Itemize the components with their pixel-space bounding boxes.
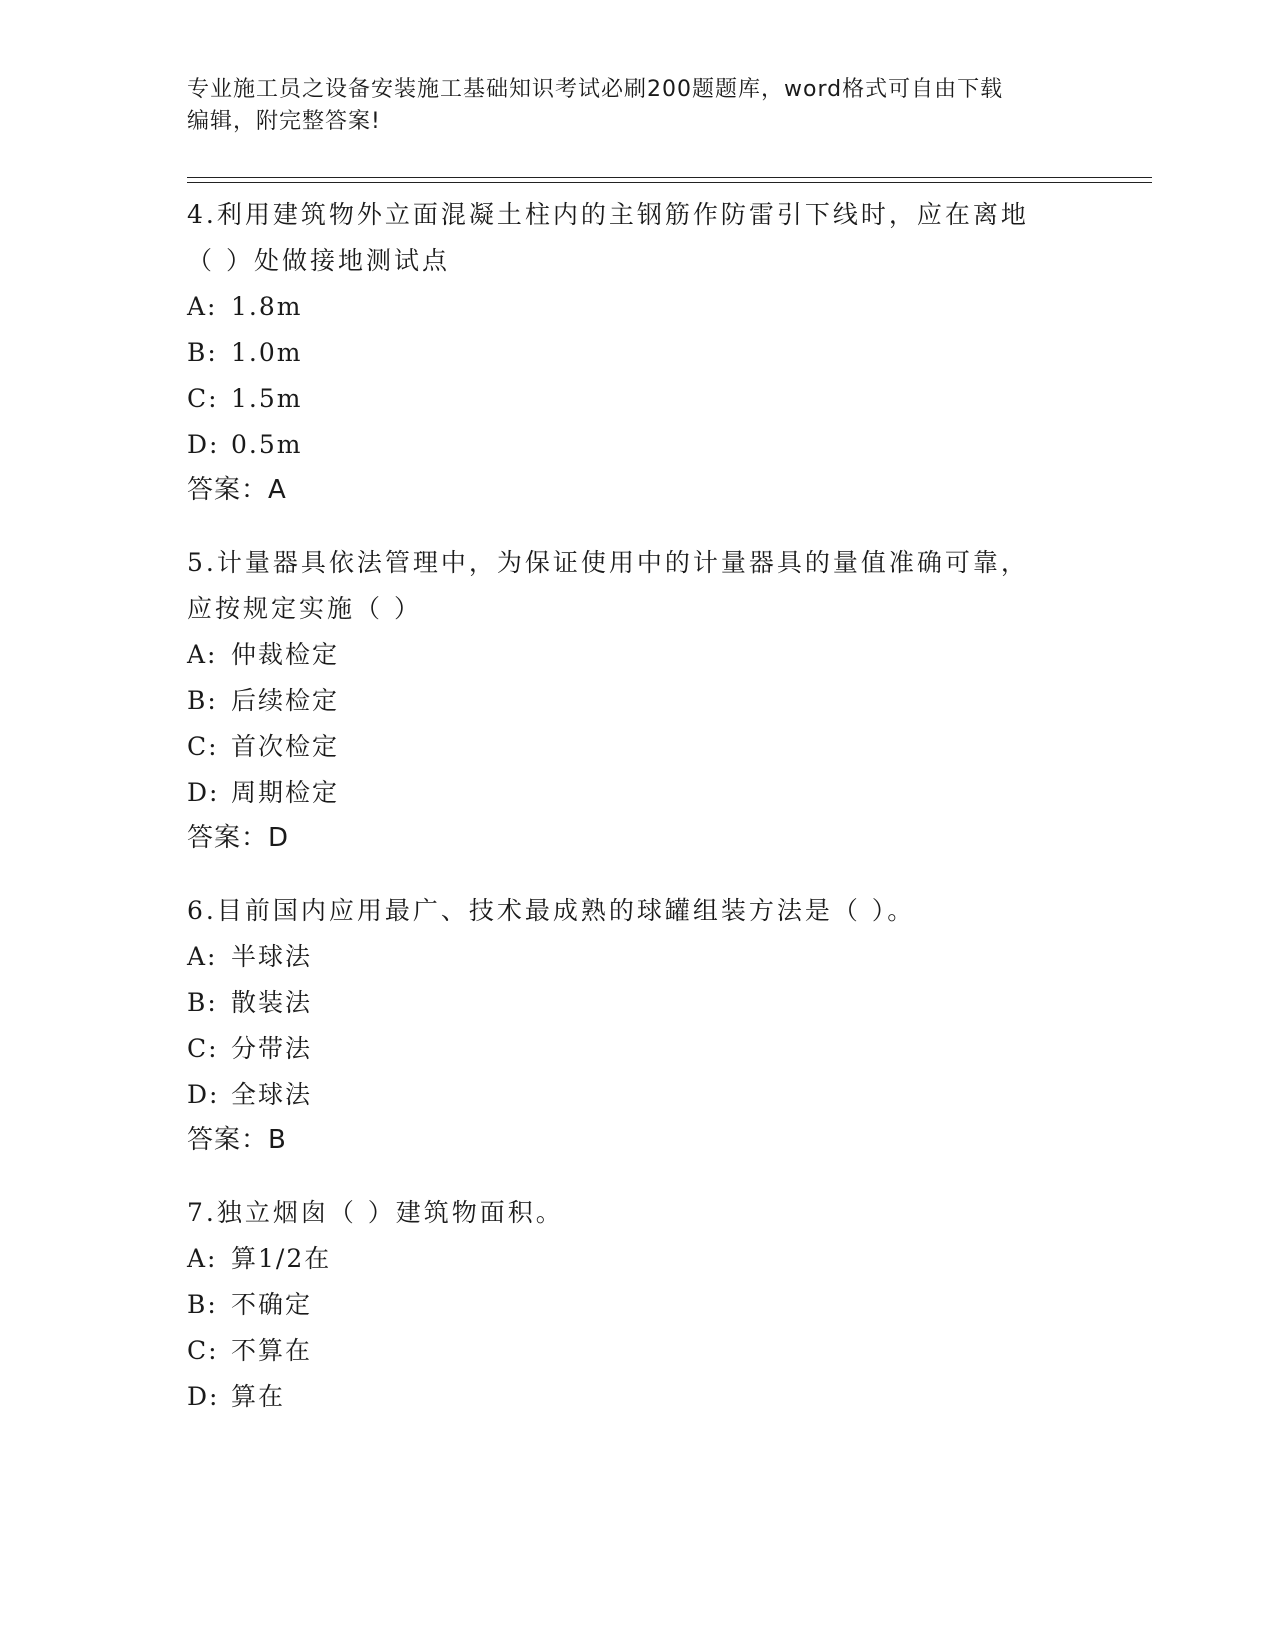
- option-c: [187, 1026, 1087, 1072]
- option-b: [187, 678, 1087, 724]
- question-text-line2: 应按规定实施（ ）: [187, 594, 422, 623]
- question-7: [187, 1190, 1087, 1420]
- answer-line: 答案：B: [187, 1125, 287, 1155]
- question-number: 4.: [187, 200, 217, 229]
- option-letter: D:: [187, 1382, 220, 1411]
- question-number: 5.: [187, 548, 217, 577]
- option-b: [187, 980, 1087, 1026]
- header-title-line1: 专业施工员之设备安装施工基础知识考试必刷200题题库，word格式可自由下载: [187, 77, 1004, 102]
- header-divider-top: [187, 177, 1152, 178]
- question-number: 6.: [187, 896, 217, 925]
- option-letter: B:: [187, 338, 218, 367]
- option-a: [187, 632, 1087, 678]
- question-text-line2: （ ）处做接地测试点: [187, 246, 450, 275]
- question-text-line1: 独立烟囱（ ）建筑物面积。: [216, 1198, 564, 1227]
- option-a: [187, 934, 1087, 980]
- option-letter: D:: [187, 778, 220, 807]
- option-letter: C:: [187, 384, 219, 413]
- option-text: 分带法: [231, 1034, 313, 1063]
- option-a: [187, 1236, 1087, 1282]
- question-number: 7.: [187, 1198, 217, 1227]
- option-letter: D:: [187, 430, 220, 459]
- option-letter: A:: [187, 640, 218, 669]
- option-letter: A:: [187, 292, 218, 321]
- option-text: 半球法: [231, 942, 313, 971]
- question-text: [187, 192, 1087, 238]
- option-d: [187, 1374, 1087, 1420]
- option-letter: B:: [187, 988, 218, 1017]
- option-text: 1.8m: [231, 292, 303, 321]
- option-letter: C:: [187, 1034, 219, 1063]
- header-divider-bottom: [187, 182, 1152, 183]
- option-text: 仲裁检定: [231, 640, 340, 669]
- option-text: 不确定: [231, 1290, 313, 1319]
- option-letter: B:: [187, 686, 218, 715]
- question-text: [187, 888, 1087, 934]
- question-4: [187, 192, 1087, 512]
- option-text: 首次检定: [231, 732, 340, 761]
- option-text: 算1/2在: [231, 1244, 332, 1273]
- question-5: [187, 540, 1087, 860]
- option-d: [187, 422, 1087, 468]
- option-text: 1.5m: [231, 384, 303, 413]
- question-text: [187, 1190, 1087, 1236]
- option-c: [187, 724, 1087, 770]
- document-header: [187, 74, 1087, 138]
- option-text: 不算在: [231, 1336, 313, 1365]
- question-text: [187, 540, 1087, 586]
- option-letter: B:: [187, 1290, 218, 1319]
- question-text-line1: 目前国内应用最广、技术最成熟的球罐组装方法是（ ）。: [216, 896, 916, 925]
- option-c: [187, 1328, 1087, 1374]
- option-text: 散装法: [231, 988, 313, 1017]
- option-a: [187, 284, 1087, 330]
- option-letter: A:: [187, 1244, 218, 1273]
- question-text-line1: 计量器具依法管理中，为保证使用中的计量器具的量值准确可靠，: [216, 548, 1029, 577]
- question-list: [187, 192, 1087, 1448]
- option-text: 周期检定: [231, 778, 340, 807]
- option-letter: D:: [187, 1080, 220, 1109]
- question-6: [187, 888, 1087, 1162]
- option-text: 后续检定: [231, 686, 340, 715]
- option-text: 全球法: [231, 1080, 313, 1109]
- option-d: [187, 770, 1087, 816]
- option-d: [187, 1072, 1087, 1118]
- option-b: [187, 330, 1087, 376]
- option-letter: C:: [187, 732, 219, 761]
- option-text: 0.5m: [231, 430, 303, 459]
- question-text-line1: 利用建筑物外立面混凝土柱内的主钢筋作防雷引下线时，应在离地: [216, 200, 1029, 229]
- option-c: [187, 376, 1087, 422]
- option-letter: C:: [187, 1336, 219, 1365]
- option-text: 1.0m: [231, 338, 303, 367]
- option-text: 算在: [231, 1382, 286, 1411]
- option-letter: A:: [187, 942, 218, 971]
- header-title-line2: 编辑，附完整答案!: [187, 109, 381, 134]
- answer-line: 答案：A: [187, 475, 287, 505]
- option-b: [187, 1282, 1087, 1328]
- answer-line: 答案：D: [187, 823, 290, 853]
